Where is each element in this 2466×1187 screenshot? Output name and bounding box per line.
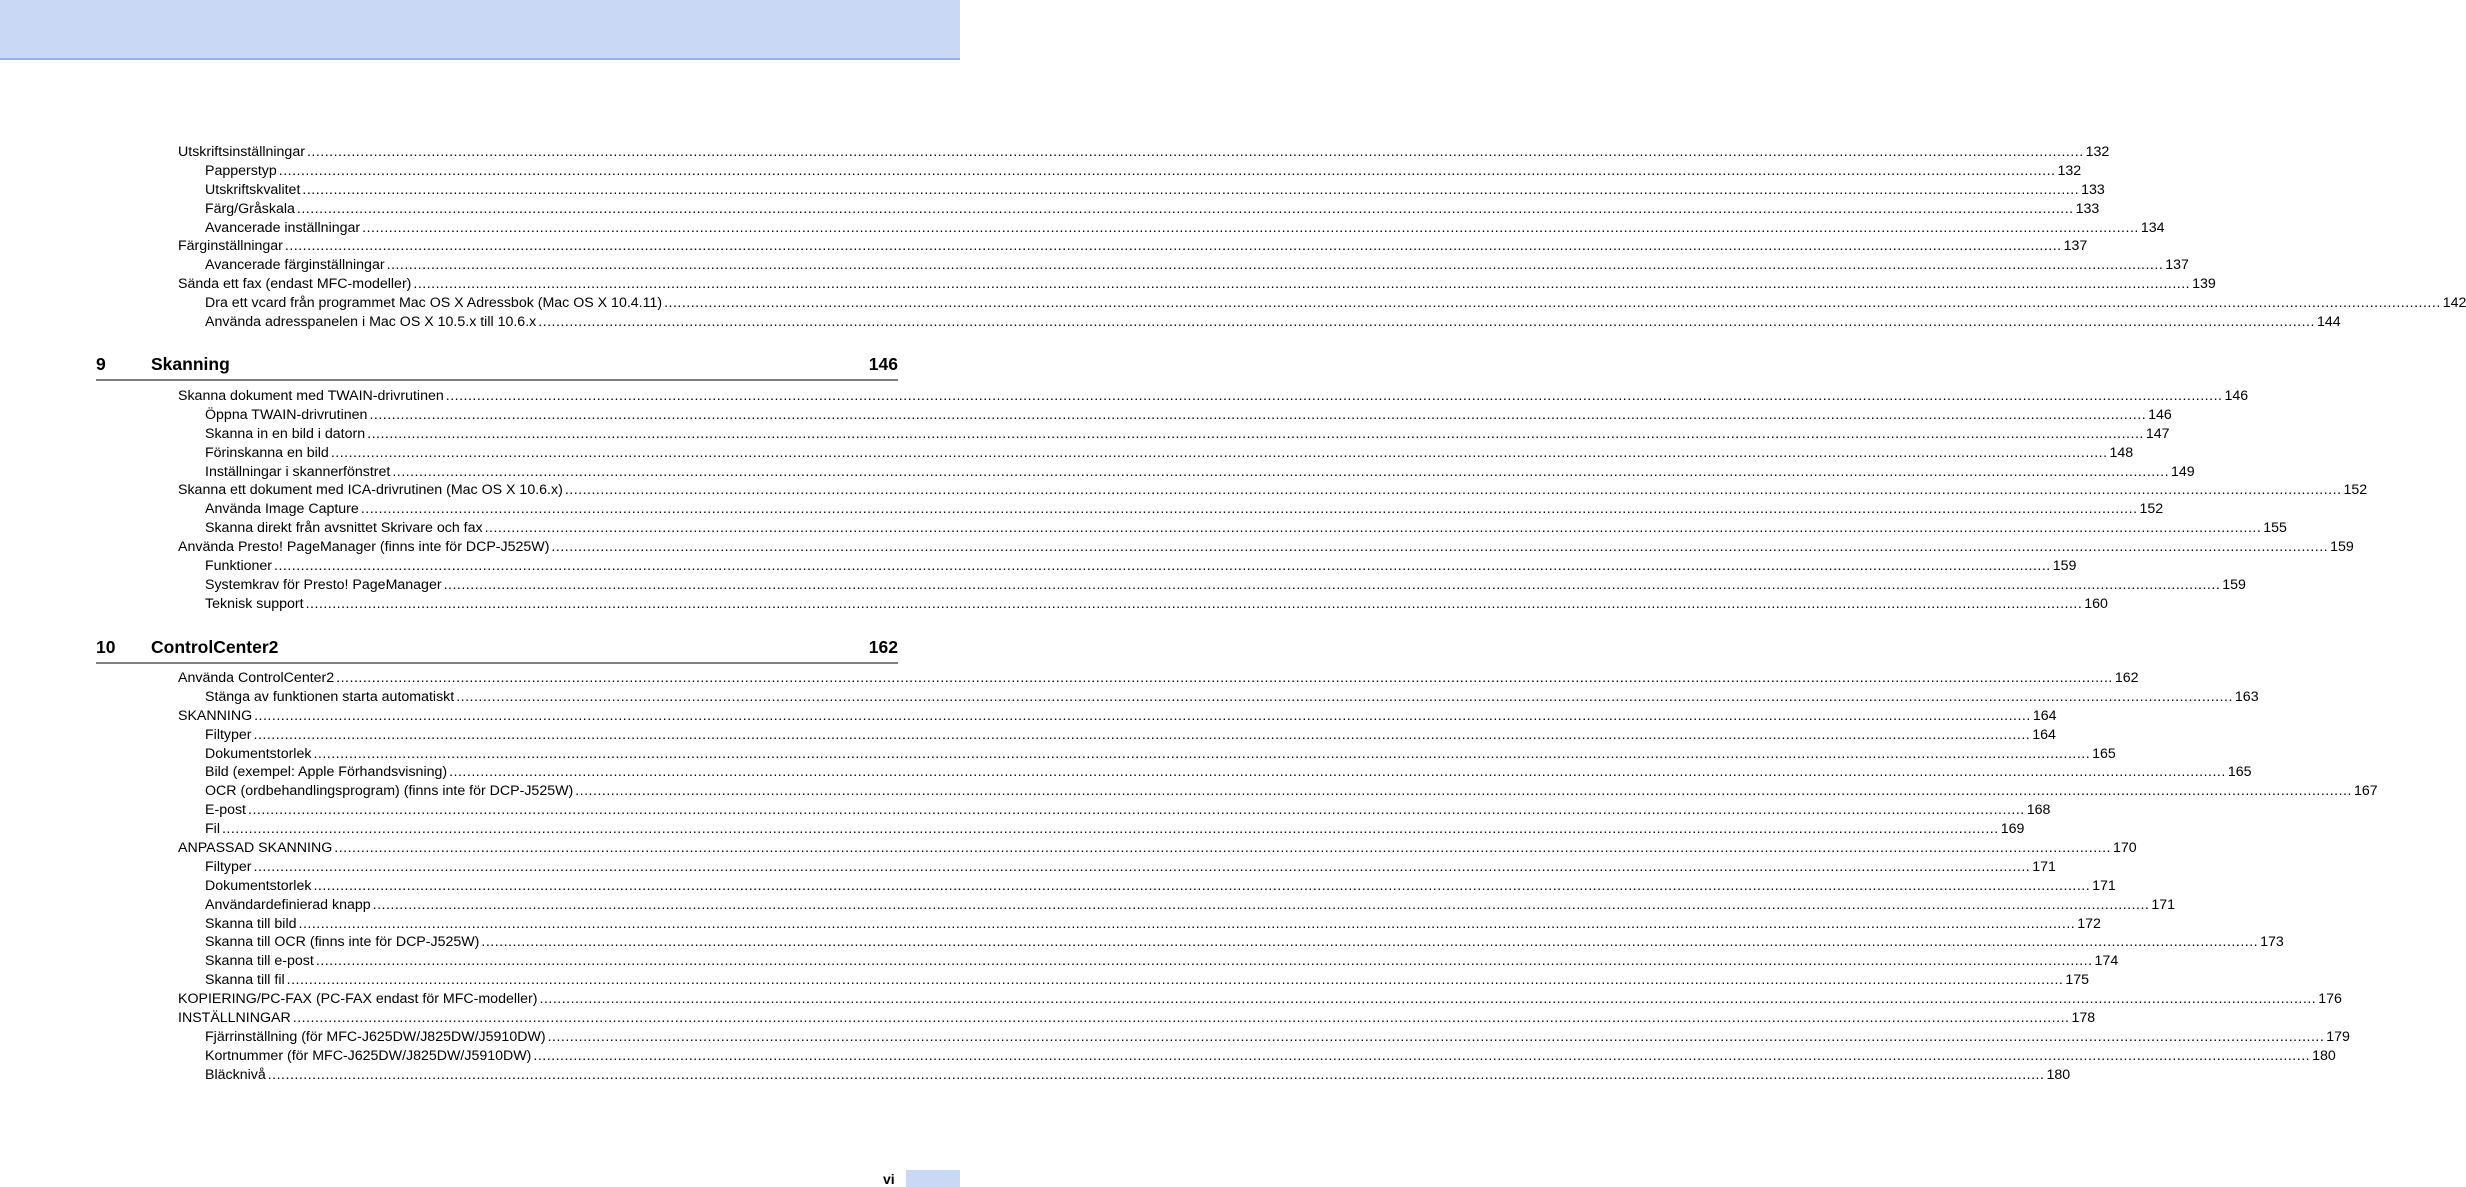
toc-entry-page: 137: [2063, 238, 2088, 255]
dot-leader: ................................................................................................................................................................................................................................................................................................................................................................................................................: [306, 144, 2084, 160]
dot-leader: ................................................................................................................................................................................................................................................................................................................................................................................................................: [221, 821, 1999, 838]
toc-entry-page: 169: [2000, 821, 2025, 838]
dot-leader: ................................................................................................................................................................................................................................................................................................................................................................................................................: [360, 501, 2138, 518]
toc-entry-page: 171: [2092, 877, 2116, 894]
toc-entry-title: Bläcknivå: [205, 1066, 266, 1083]
dot-leader: ................................................................................................................................................................................................................................................................................................................................................................................................................: [481, 934, 2259, 951]
toc-entry[interactable]: [0, 952, 2119, 971]
dot-leader: ................................................................................................................................................................................................................................................................................................................................................................................................................: [551, 539, 2329, 556]
toc-entry[interactable]: [0, 763, 2252, 782]
dot-leader: ................................................................................................................................................................................................................................................................................................................................................................................................................: [254, 707, 2031, 724]
toc-entry-page: 139: [2192, 276, 2216, 293]
chapter-title: Skanning: [151, 354, 230, 374]
toc-entry-title: Skanna till fil: [205, 972, 285, 989]
toc-entry[interactable]: [0, 387, 2249, 406]
dot-leader: ................................................................................................................................................................................................................................................................................................................................................................................................................: [336, 670, 2113, 686]
chapter-heading-10: [0, 636, 960, 666]
dot-leader: ................................................................................................................................................................................................................................................................................................................................................................................................................: [278, 162, 2056, 179]
toc-group-scanning: [0, 387, 2368, 614]
toc-entry-title: SKANNING: [178, 707, 253, 724]
toc-entry[interactable]: [0, 294, 2466, 313]
toc-entry-title: Utskriftskvalitet: [205, 181, 301, 198]
toc-entry-page: 142: [2442, 295, 2466, 312]
toc-entry[interactable]: [0, 444, 2134, 463]
dot-leader: ................................................................................................................................................................................................................................................................................................................................................................................................................: [313, 745, 2091, 762]
toc-entry-page: 149: [2171, 463, 2195, 480]
toc-entry-title: Dokumentstorlek: [205, 745, 312, 762]
toc-entry-page: 132: [2085, 144, 2110, 160]
dot-leader: ................................................................................................................................................................................................................................................................................................................................................................................................................: [302, 181, 2080, 198]
chapter-page: 146: [868, 354, 898, 374]
toc-entry-title: Papperstyp: [205, 162, 277, 179]
toc-entry[interactable]: [0, 745, 2116, 764]
toc-entry-title: Systemkrav för Presto! PageManager: [205, 576, 442, 593]
toc-entry-page: 147: [2145, 425, 2170, 442]
toc-entry-title: Fil: [205, 821, 220, 838]
toc-entry-page: 167: [2353, 783, 2378, 800]
toc-entry-page: 179: [2326, 1028, 2350, 1045]
toc-entry-title: ANPASSAD SKANNING: [178, 840, 333, 857]
toc-entry-title: Använda ControlCenter2: [178, 670, 335, 686]
toc-entry-page: 171: [2151, 896, 2176, 913]
toc-entry-page: 159: [2330, 539, 2354, 556]
toc-entry-page: 162: [2114, 670, 2139, 686]
header-band: [0, 0, 960, 58]
dot-leader: ................................................................................................................................................................................................................................................................................................................................................................................................................: [538, 314, 2315, 331]
dot-leader: ................................................................................................................................................................................................................................................................................................................................................................................................................: [539, 991, 2317, 1008]
toc-entry-page: 172: [2077, 915, 2101, 932]
toc-entry-title: Skanna till OCR (finns inte för DCP-J525W): [205, 934, 480, 951]
toc-entry-title: Färginställningar: [178, 238, 283, 255]
toc-entry-title: INSTÄLLNINGAR: [178, 1010, 291, 1027]
toc-entry[interactable]: [0, 313, 2341, 332]
dot-leader: ................................................................................................................................................................................................................................................................................................................................................................................................................: [456, 688, 2233, 705]
toc-entry-page: 180: [2046, 1066, 2071, 1083]
toc-entry-title: Dra ett vcard från programmet Mac OS X Adressbok (Mac OS X 10.4.11): [205, 295, 663, 312]
dot-leader: ................................................................................................................................................................................................................................................................................................................................................................................................................: [286, 972, 2064, 989]
toc-entry[interactable]: [0, 726, 2056, 745]
toc-entry[interactable]: [0, 801, 2051, 820]
toc-entry-title: Skanna direkt från avsnittet Skrivare och fax: [205, 520, 483, 537]
dot-leader: ................................................................................................................................................................................................................................................................................................................................................................................................................: [267, 1066, 2045, 1083]
dot-leader: ................................................................................................................................................................................................................................................................................................................................................................................................................: [392, 463, 2170, 480]
toc-entry[interactable]: [0, 990, 2342, 1009]
toc-entry-page: 159: [2052, 558, 2077, 575]
toc-entry-title: Filtyper: [205, 858, 252, 875]
dot-leader: ................................................................................................................................................................................................................................................................................................................................................................................................................: [386, 257, 2164, 274]
toc-entry[interactable]: [0, 1028, 2350, 1047]
toc-entry-page: 152: [2139, 501, 2164, 518]
toc-group-controlcenter: [0, 669, 2378, 1085]
chapter-title: ControlCenter2: [151, 637, 279, 657]
toc-entry-title: Fjärrinställning (för MFC-J625DW/J825DW/J5910DW): [205, 1028, 546, 1045]
toc-entry[interactable]: [0, 688, 2259, 707]
chapter-rule: [96, 662, 898, 664]
dot-leader: ................................................................................................................................................................................................................................................................................................................................................................................................................: [284, 238, 2062, 255]
toc-entry-page: 165: [2227, 764, 2252, 781]
toc-entry-page: 132: [2057, 162, 2082, 179]
toc-entry-page: 180: [2312, 1047, 2336, 1064]
toc-entry-title: Skanna dokument med TWAIN-drivrutinen: [178, 388, 444, 404]
dot-leader: ................................................................................................................................................................................................................................................................................................................................................................................................................: [330, 444, 2108, 461]
toc-entry-page: 155: [2263, 520, 2287, 537]
dot-leader: ................................................................................................................................................................................................................................................................................................................................................................................................................: [334, 840, 2111, 857]
toc-entry-page: 152: [2343, 482, 2368, 499]
toc-entry-title: Färg/Gråskala: [205, 200, 295, 217]
toc-entry[interactable]: [0, 237, 2088, 256]
dot-leader: ................................................................................................................................................................................................................................................................................................................................................................................................................: [449, 764, 2226, 781]
chapter-heading-9: [0, 353, 960, 383]
toc-entry-page: 176: [2318, 991, 2342, 1008]
dot-leader: ................................................................................................................................................................................................................................................................................................................................................................................................................: [445, 388, 2223, 404]
toc-entry[interactable]: [0, 406, 2172, 425]
toc-entry[interactable]: [0, 538, 2354, 557]
dot-leader: ................................................................................................................................................................................................................................................................................................................................................................................................................: [533, 1047, 2311, 1064]
toc-entry[interactable]: [0, 1047, 2336, 1066]
toc-entry[interactable]: [0, 782, 2378, 801]
toc-entry-page: 133: [2081, 181, 2105, 198]
toc-entry-title: Bild (exempel: Apple Förhandsvisning): [205, 764, 448, 781]
toc-entry[interactable]: [0, 669, 2139, 688]
toc-entry[interactable]: [0, 1066, 2071, 1085]
dot-leader: ................................................................................................................................................................................................................................................................................................................................................................................................................: [369, 406, 2147, 423]
toc-entry-page: 165: [2092, 745, 2116, 762]
toc-entry[interactable]: [0, 1009, 2096, 1028]
chapter-number: 10: [96, 637, 116, 657]
toc-entry-title: Stänga av funktionen starta automatiskt: [205, 688, 455, 705]
dot-leader: ................................................................................................................................................................................................................................................................................................................................................................................................................: [248, 802, 2025, 819]
dot-leader: ................................................................................................................................................................................................................................................................................................................................................................................................................: [298, 915, 2076, 932]
dot-leader: ................................................................................................................................................................................................................................................................................................................................................................................................................: [367, 425, 2144, 442]
toc-entry[interactable]: [0, 275, 2216, 294]
dot-leader: ................................................................................................................................................................................................................................................................................................................................................................................................................: [484, 520, 2262, 537]
toc-entry-page: 137: [2165, 257, 2189, 274]
toc-entry[interactable]: [0, 425, 2170, 444]
dot-leader: ................................................................................................................................................................................................................................................................................................................................................................................................................: [274, 558, 2051, 575]
dot-leader: ................................................................................................................................................................................................................................................................................................................................................................................................................: [305, 595, 2083, 612]
toc-entry-page: 133: [2075, 200, 2100, 217]
dot-leader: ................................................................................................................................................................................................................................................................................................................................................................................................................: [253, 726, 2031, 743]
toc-entry-page: 178: [2071, 1010, 2096, 1027]
header-band-line: [0, 58, 960, 60]
toc-entry[interactable]: [0, 200, 2100, 219]
footer-tab: [906, 1170, 960, 1187]
toc-entry-title: Dokumentstorlek: [205, 877, 312, 894]
toc-entry[interactable]: [0, 576, 2246, 595]
toc-entry-title: Avancerade inställningar: [205, 219, 361, 236]
dot-leader: ................................................................................................................................................................................................................................................................................................................................................................................................................: [362, 219, 2139, 236]
toc-entry-title: Inställningar i skannerfönstret: [205, 463, 391, 480]
toc-entry-title: Användardefinierad knapp: [205, 896, 371, 913]
toc-entry[interactable]: [0, 839, 2137, 858]
toc-entry-page: 159: [2222, 576, 2246, 593]
page-number-label: vi: [883, 1171, 895, 1187]
chapter-number: 9: [96, 354, 106, 374]
chapter-page: 162: [868, 637, 898, 657]
toc-entry-page: 134: [2140, 219, 2165, 236]
toc-entry-title: Förinskanna en bild: [205, 444, 329, 461]
toc-entry-page: 164: [2032, 726, 2056, 743]
dot-leader: ................................................................................................................................................................................................................................................................................................................................................................................................................: [296, 200, 2074, 217]
toc-group-printing-fax: [0, 143, 2466, 332]
toc-entry-title: Använda adresspanelen i Mac OS X 10.5.x till 10.6.x: [205, 314, 537, 331]
toc-entry-title: Kortnummer (för MFC-J625DW/J825DW/J5910DW): [205, 1047, 532, 1064]
toc-entry[interactable]: [0, 896, 2176, 915]
toc-entry[interactable]: [0, 256, 2189, 275]
toc-entry-title: Filtyper: [205, 726, 252, 743]
toc-entry-page: 174: [2094, 953, 2119, 970]
toc-entry-page: 171: [2032, 858, 2056, 875]
toc-entry-title: Använda Presto! PageManager (finns inte för DCP-J525W): [178, 539, 550, 556]
toc-entry[interactable]: [0, 858, 2056, 877]
dot-leader: ................................................................................................................................................................................................................................................................................................................................................................................................................: [292, 1010, 2070, 1027]
dot-leader: ................................................................................................................................................................................................................................................................................................................................................................................................................: [664, 295, 2441, 312]
toc-entry-title: Skanna till e-post: [205, 953, 314, 970]
toc-entry[interactable]: [0, 162, 2082, 181]
toc-entry-page: 170: [2112, 840, 2137, 857]
toc-entry-page: 146: [2224, 388, 2249, 404]
dot-leader: ................................................................................................................................................................................................................................................................................................................................................................................................................: [315, 953, 2093, 970]
toc-entry-page: 160: [2084, 595, 2108, 612]
toc-entry[interactable]: [0, 707, 2057, 726]
toc-entry-page: 168: [2026, 802, 2051, 819]
toc-entry[interactable]: [0, 877, 2116, 896]
dot-leader: ................................................................................................................................................................................................................................................................................................................................................................................................................: [443, 576, 2221, 593]
toc-entry-title: Skanna ett dokument med ICA-drivrutinen (Mac OS X 10.6.x): [178, 482, 563, 499]
dot-leader: ................................................................................................................................................................................................................................................................................................................................................................................................................: [547, 1028, 2325, 1045]
toc-entry-title: Sända ett fax (endast MFC-modeller): [178, 276, 412, 293]
toc-entry-title: OCR (ordbehandlingsprogram) (finns inte för DCP-J525W): [205, 783, 574, 800]
toc-entry[interactable]: [0, 519, 2287, 538]
dot-leader: ................................................................................................................................................................................................................................................................................................................................................................................................................: [253, 858, 2031, 875]
toc-entry-title: Skanna in en bild i datorn: [205, 425, 366, 442]
toc-entry[interactable]: [0, 820, 2025, 839]
toc-entry[interactable]: [0, 481, 2368, 500]
toc-entry[interactable]: [0, 557, 2077, 576]
toc-entry-title: Använda Image Capture: [205, 501, 359, 518]
toc-entry[interactable]: [0, 971, 2090, 990]
dot-leader: ................................................................................................................................................................................................................................................................................................................................................................................................................: [564, 482, 2342, 499]
toc-entry-title: Utskriftsinställningar: [178, 144, 305, 160]
dot-leader: ................................................................................................................................................................................................................................................................................................................................................................................................................: [372, 896, 2150, 913]
toc-entry-page: 173: [2260, 934, 2284, 951]
toc-entry-title: KOPIERING/PC-FAX (PC-FAX endast för MFC-modeller): [178, 991, 538, 1008]
toc-entry-page: 148: [2109, 444, 2134, 461]
dot-leader: ................................................................................................................................................................................................................................................................................................................................................................................................................: [313, 877, 2091, 894]
toc-entry-page: 175: [2065, 972, 2090, 989]
toc-entry-page: 164: [2032, 707, 2057, 724]
toc-entry-page: 163: [2234, 688, 2259, 705]
toc-entry[interactable]: [0, 595, 2108, 614]
toc-entry[interactable]: [0, 219, 2165, 238]
toc-entry-title: Teknisk support: [205, 595, 304, 612]
toc-entry[interactable]: [0, 463, 2195, 482]
chapter-rule: [96, 379, 898, 381]
toc-entry-title: Avancerade färginställningar: [205, 257, 385, 274]
toc-entry[interactable]: [0, 500, 2164, 519]
toc-entry[interactable]: [0, 933, 2284, 952]
dot-leader: ................................................................................................................................................................................................................................................................................................................................................................................................................: [413, 276, 2191, 293]
toc-entry-title: Funktioner: [205, 558, 273, 575]
toc-entry-title: Skanna till bild: [205, 915, 297, 932]
toc-entry[interactable]: [0, 181, 2105, 200]
toc-entry-title: E-post: [205, 802, 247, 819]
toc-entry[interactable]: [0, 915, 2101, 934]
toc-entry[interactable]: [0, 143, 2110, 162]
toc-entry-title: Öppna TWAIN-drivrutinen: [205, 406, 368, 423]
dot-leader: ................................................................................................................................................................................................................................................................................................................................................................................................................: [575, 783, 2352, 800]
toc-entry-page: 146: [2148, 406, 2172, 423]
toc-entry-page: 144: [2316, 314, 2341, 331]
